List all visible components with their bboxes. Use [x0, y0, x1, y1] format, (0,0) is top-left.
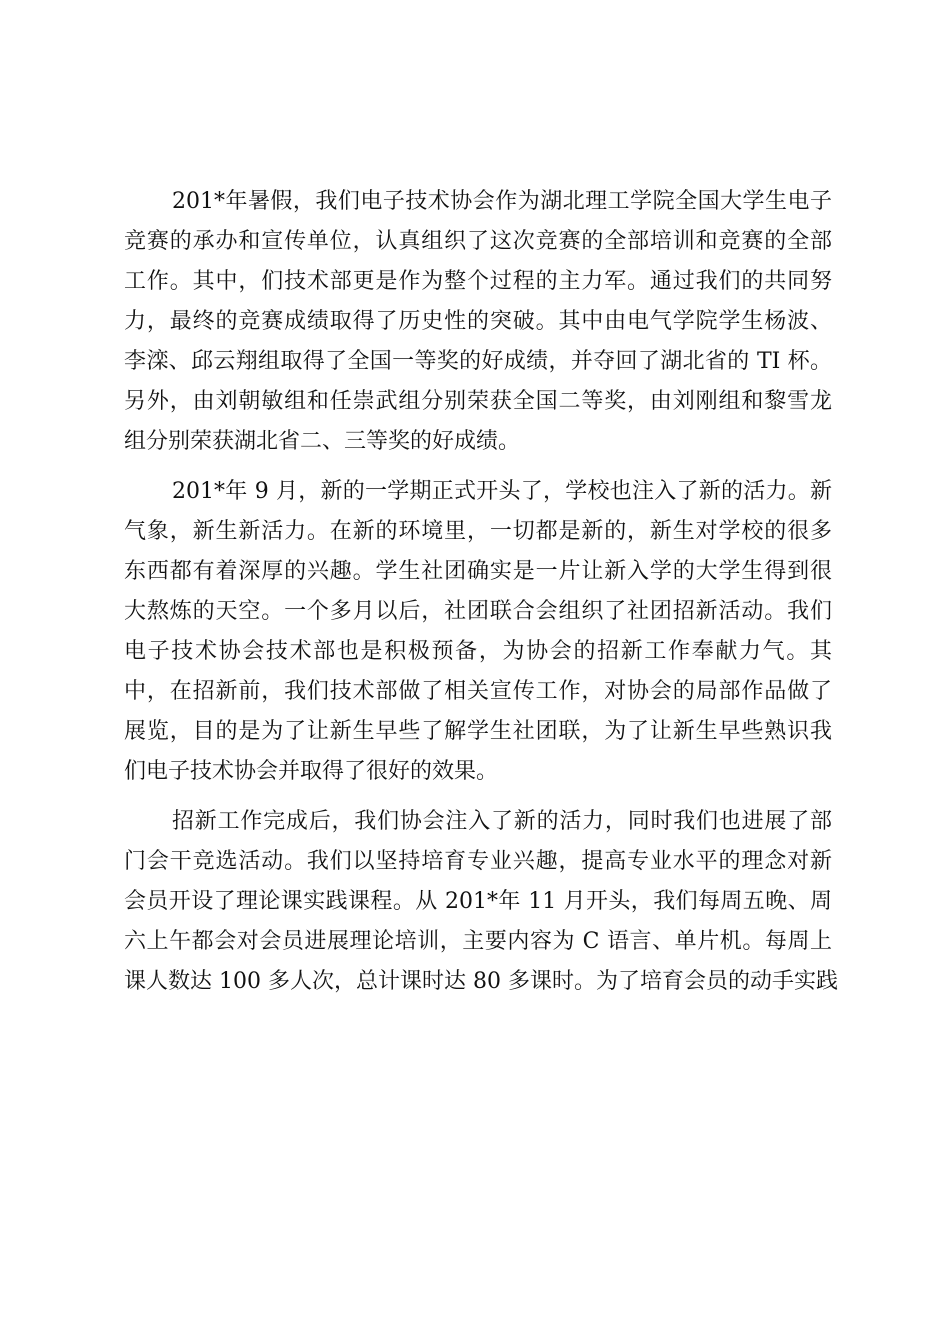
text-line: 中，在招新前，我们技术部做了相关宣传工作，对协会的局部作品做了 — [124, 679, 832, 704]
text-line: 六上午都会对会员进展理论培训，主要内容为 C 语言、单片机。每周上 — [124, 929, 832, 954]
text-line: 东西都有着深厚的兴趣。学生社团确实是一片让新入学的大学生得到很 — [124, 559, 832, 584]
document-body — [124, 182, 838, 1012]
text-line: 竞赛的承办和宣传单位，认真组织了这次竞赛的全部培训和竞赛的全部 — [124, 229, 832, 254]
text-line: 们电子技术协会并取得了很好的效果。 — [124, 759, 499, 784]
text-line: 招新工作完成后，我们协会注入了新的活力，同时我们也进展了部 — [172, 809, 832, 834]
text-line: 201*年暑假，我们电子技术协会作为湖北理工学院全国大学生电子 — [172, 189, 832, 214]
text-line: 大熬炼的天空。一个多月以后，社团联合会组织了社团招新活动。我们 — [124, 599, 832, 624]
text-line: 电子技术协会技术部也是积极预备，为协会的招新工作奉献力气。其 — [124, 639, 832, 664]
text-line: 气象，新生新活力。在新的环境里，一切都是新的，新生对学校的很多 — [124, 519, 832, 544]
paragraph-2 — [124, 472, 832, 792]
text-line: 展览，目的是为了让新生早些了解学生社团联，为了让新生早些熟识我 — [124, 719, 832, 744]
text-line: 工作。其中，们技术部更是作为整个过程的主力军。通过我们的共同努 — [124, 269, 832, 294]
text-line: 另外，由刘朝敏组和任崇武组分别荣获全国二等奖，由刘刚组和黎雪龙 — [124, 389, 832, 414]
text-line: 会员开设了理论课实践课程。从 201*年 11 月开头，我们每周五晚、周 — [124, 889, 832, 914]
paragraph-3 — [124, 802, 838, 1002]
paragraph-1 — [124, 182, 832, 462]
text-line: 门会干竞选活动。我们以坚持培育专业兴趣，提高专业水平的理念对新 — [124, 849, 832, 874]
text-line: 课人数达 100 多人次，总计课时达 80 多课时。为了培育会员的动手实践 — [124, 969, 838, 994]
text-line: 组分别荣获湖北省二、三等奖的好成绩。 — [124, 429, 521, 454]
text-line: 力，最终的竞赛成绩取得了历史性的突破。其中由电气学院学生杨波、 — [124, 309, 832, 334]
text-line: 李滦、邱云翔组取得了全国一等奖的好成绩，并夺回了湖北省的 TI 杯。 — [124, 349, 832, 374]
text-line: 201*年 9 月，新的一学期正式开头了，学校也注入了新的活力。新 — [172, 479, 832, 504]
